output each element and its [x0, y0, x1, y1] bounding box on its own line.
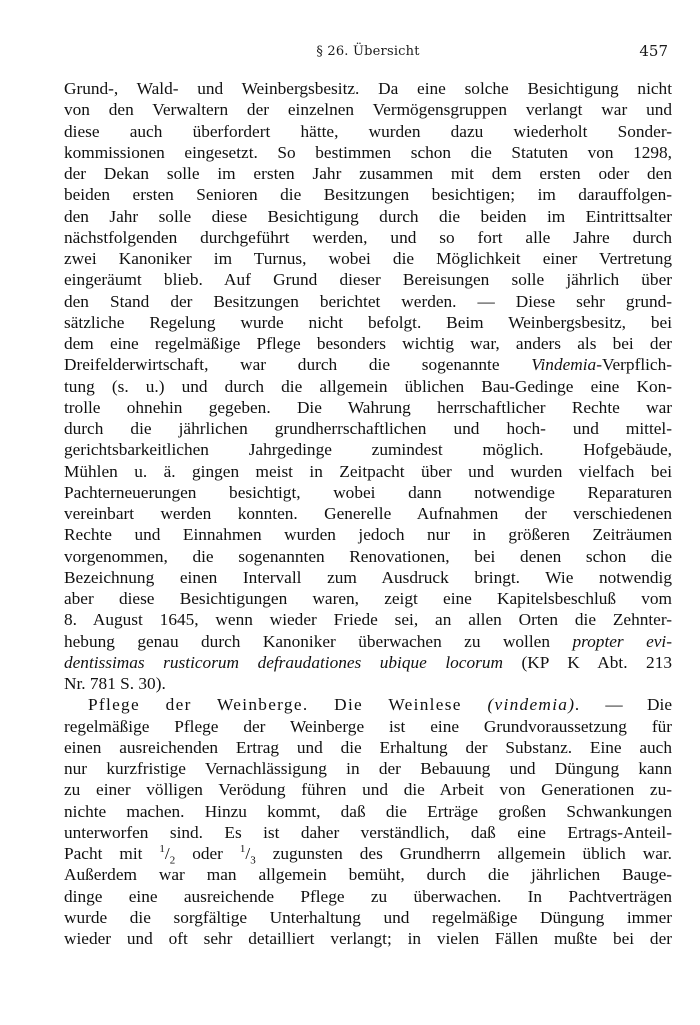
text-line: einen ausreichenden Ertrag und die Erhaltung der Substanz. Eine auch: [64, 737, 672, 757]
text-line: unterworfen sind. Es ist daher verständlich, daß eine Ertrags-Anteil-: [64, 822, 672, 842]
italic-term: (vindemia).: [487, 695, 581, 715]
text-line: Pacht mit $^1/_2$ oder $^1/_3$ zugunsten des Grundherrn allgemein üblich war.: [64, 843, 672, 867]
text-line: kommissionen eingesetzt. So bestimmen schon die Statuten von 1298,: [64, 142, 672, 162]
page-header: [64, 40, 672, 64]
text-line: Mühlen u. ä. gingen meist in Zeitpacht über und wurden vielfach bei: [64, 461, 672, 481]
text-line: sätzliche Regelung wurde nicht befolgt. Beim Weinbergsbesitz, bei: [64, 312, 672, 332]
text-line: Rechte und Einnahmen wurden jedoch nur in größeren Zeiträumen: [64, 525, 672, 545]
text-line: regelmäßige Pflege der Weinberge ist eine Grundvoraussetzung für: [64, 716, 672, 736]
text-line: gerichtsbarkeitlichen Jahrgedinge zumindest möglich. Hofgebäude,: [64, 440, 672, 460]
body-text: [64, 78, 672, 949]
text-line: diese auch überfordert hätte, wurden dazu wiederholt Sonder-: [64, 121, 672, 141]
text-run: hebung genau durch Kanoniker überwachen zu wollen: [64, 631, 573, 651]
text-line: [64, 631, 672, 652]
text-line: wurde die sorgfältige Unterhaltung und regelmäßige Düngung immer: [64, 907, 672, 927]
text-run: — Die: [580, 695, 672, 715]
text-line: nächstfolgenden durchgeführt werden, und so fort alle Jahre durch: [64, 227, 672, 247]
text-line: eingeräumt blieb. Auf Grund dieser Bereisungen solle jährlich über: [64, 270, 672, 290]
running-head: § 26. Übersicht: [316, 44, 420, 59]
fraction-denominator: 3: [250, 854, 256, 867]
text-line: dem eine regelmäßige Pflege besonders wichtig war, anders als bei der: [64, 334, 672, 353]
latin-quote: propter evi-: [572, 631, 672, 651]
citation: (KP K Abt. 213: [502, 652, 672, 672]
latin-quote: dentissimas rusticorum defraudationes ubique locorum: [64, 652, 503, 672]
text-line: zwei Kanoniker im Turnus, wobei die Möglichkeit einer Vertretung: [64, 249, 672, 268]
text-line: dinge eine ausreichende Pflege zu überwachen. In Pachtverträgen: [64, 886, 672, 906]
text-line: der Dekan solle im ersten Jahr zusammen mit dem ersten oder den: [64, 164, 672, 183]
section-heading-line: [64, 694, 672, 715]
text-line: [64, 354, 672, 375]
text-line: den Jahr solle diese Besichtigung durch die beiden im Eintrittsalter: [64, 206, 672, 226]
text-line: zu einer völligen Verödung führen und die Arbeit von Generationen zu-: [64, 780, 672, 800]
text-run: -Verpflich-: [596, 355, 672, 375]
fraction-numerator: 1: [239, 843, 246, 856]
text-line: den Stand der Besitzungen berichtet werden. — Diese sehr grund-: [64, 291, 672, 311]
text-run: Pacht mit: [64, 844, 160, 863]
text-line: wieder und oft sehr detailliert verlangt; in vielen Fällen mußte bei der: [64, 929, 672, 948]
text-line: nur kurzfristige Vernachlässigung in der Bebauung und Düngung kann: [64, 759, 672, 778]
text-line: [64, 652, 672, 673]
text-line: 8. August 1645, wenn wieder Friede sei, an allen Orten die Zehnter-: [64, 610, 672, 630]
fraction-denominator: 2: [169, 854, 176, 867]
text-line: beiden ersten Senioren die Besitzungen besichtigen; im darauffolgen-: [64, 185, 672, 205]
text-run: oder: [175, 844, 240, 863]
text-line: nichte machen. Hinzu kommt, daß die Erträge großen Schwankungen: [64, 801, 672, 821]
text-line: Außerdem war man allgemein bemüht, durch die jährlichen Bauge-: [64, 865, 672, 885]
text-line: vorgenommen, die sogenannten Renovationen, bei denen schon die: [64, 546, 672, 566]
text-line: Nr. 781 S. 30).: [64, 674, 166, 693]
text-line: trolle ohnehin gegeben. Die Wahrung herrschaftlicher Rechte war: [64, 397, 672, 417]
page-number: 457: [639, 42, 668, 60]
text-line: vereinbart werden konnten. Generelle Aufnahmen der verschiedenen: [64, 504, 672, 523]
text-run: Dreifelderwirtschaft, war durch die sogenannte: [64, 355, 532, 375]
text-line: Bezeichnung einen Intervall zum Ausdruck bringt. Wie notwendig: [64, 567, 672, 587]
text-line: von den Verwaltern der einzelnen Vermögensgruppen verlangt war und: [64, 100, 672, 120]
section-heading: Pflege der Weinberge. Die Weinlese: [88, 695, 488, 715]
text-run: zugunsten des Grundherrn allgemein üblich war.: [255, 844, 672, 863]
text-line: aber diese Besichtigungen waren, zeigt eine Kapitelsbeschluß vom: [64, 589, 672, 608]
italic-term: Vindemia: [531, 355, 597, 375]
fraction-numerator: 1: [159, 843, 165, 856]
text-line: durch die jährlichen grundherrschaftlichen und hoch- und mittel-: [64, 419, 672, 438]
text-line: Grund-, Wald- und Weinbergsbesitz. Da eine solche Besichtigung nicht: [64, 79, 672, 98]
text-line: Pachterneuerungen besichtigt, wobei dann notwendige Reparaturen: [64, 482, 672, 502]
text-line: tung (s. u.) und durch die allgemein üblichen Bau-Gedinge eine Kon-: [64, 376, 672, 396]
